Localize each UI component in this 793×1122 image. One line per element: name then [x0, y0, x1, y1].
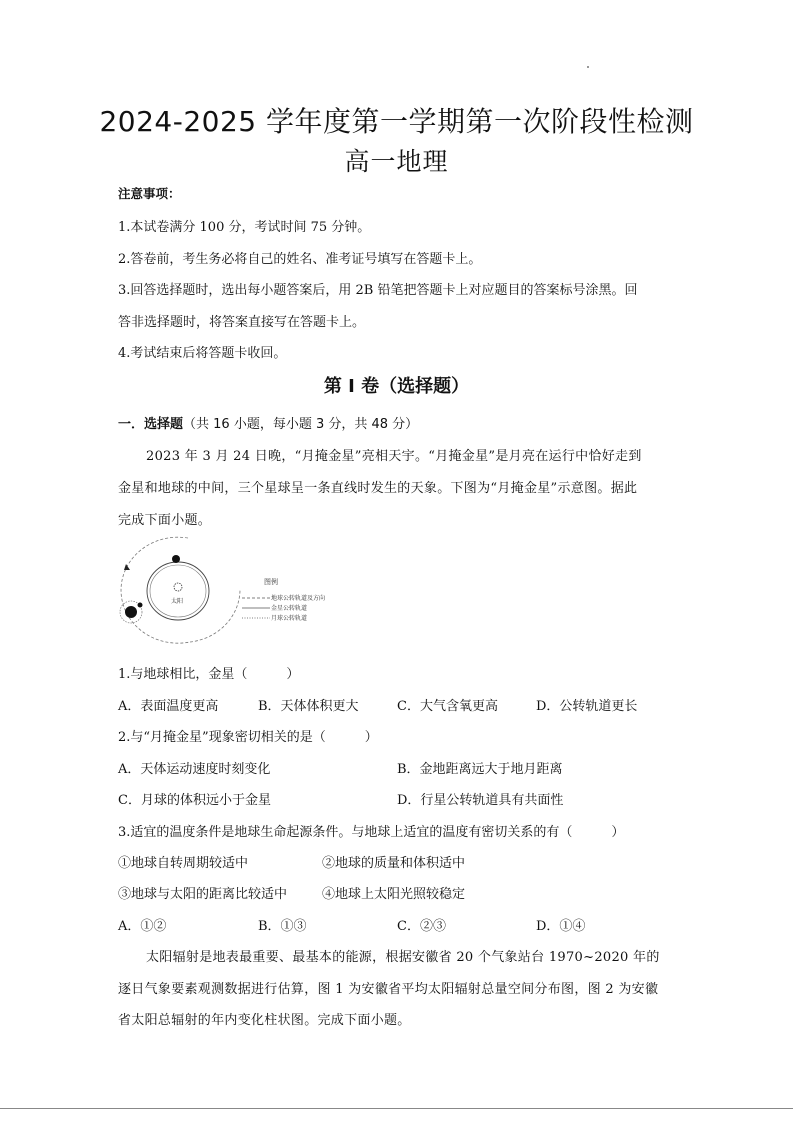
occultation-diagram: [118, 534, 358, 650]
legend-text-moon: 月球公转轨道: [271, 615, 308, 622]
option-b: B．金地距离远大于地月距离: [397, 762, 563, 777]
page-divider: [0, 1108, 793, 1109]
statement: ②地球的质量和体积适中: [322, 856, 466, 871]
option-d: D．①④: [536, 919, 586, 934]
option-c: C．大气含氧更高: [397, 699, 498, 714]
direction-arrow: [124, 564, 130, 570]
option-b: B．天体体积更大: [258, 699, 359, 714]
option-a: A．①②: [118, 919, 167, 934]
exam-title: 2024-2025 学年度第一学期第一次阶段性检测: [99, 105, 694, 138]
note-item: 答非选择题时，将答案直接写在答题卡上。: [118, 315, 366, 330]
option-a: A．表面温度更高: [118, 699, 219, 714]
subject-title: 高一地理: [344, 147, 449, 176]
option-a: A．天体运动速度时刻变化: [118, 762, 271, 777]
note-item: 3.回答选择题时，选出每小题答案后，用 2B 铅笔把答题卡上对应题目的答案标号涂黑。回: [118, 283, 638, 298]
earth-orbit: [121, 537, 190, 643]
statement: ④地球上太阳光照较稳定: [322, 887, 466, 902]
earth-icon: [125, 606, 137, 618]
legend-title: 图例: [264, 578, 278, 586]
statement: ③地球与太阳的距离比较适中: [118, 887, 288, 902]
question-stem: 1.与地球相比，金星（ ）: [118, 667, 300, 682]
part-label: 一．选择题: [118, 417, 184, 432]
statement: ①地球自转周期较适中: [118, 856, 249, 871]
passage-line: 金星和地球的中间，三个星球呈一条直线时发生的天象。下图为“月掩金星”示意图。据此: [118, 481, 638, 496]
option-b: B．①③: [258, 919, 307, 934]
sun-label: 太阳: [171, 598, 184, 605]
option-d: D．行星公转轨道具有共面性: [397, 793, 564, 808]
legend-text-earth: 地球公转轨道及方向: [271, 595, 326, 602]
earth-orbit-arc: [190, 590, 240, 642]
notes-heading: 注意事项：: [118, 186, 181, 201]
legend-text-venus: 金星公转轨道: [271, 605, 308, 612]
question-stem: 2.与“月掩金星”现象密切相关的是（ ）: [118, 730, 378, 745]
question-stem: 3.适宜的温度条件是地球生命起源条件。与地球上适宜的温度有密切关系的有（ ）: [118, 825, 625, 840]
part-note: （共 16 小题，每小题 3 分，共 48 分）: [183, 417, 419, 432]
part-heading: [118, 413, 418, 432]
passage-line: 完成下面小题。: [118, 513, 212, 528]
passage-line: 太阳辐射是地表最重要、最基本的能源，根据安徽省 20 个气象站台 1970~2020 年的: [146, 950, 660, 965]
moon-icon: [138, 603, 143, 608]
option-c: C．②③: [397, 919, 446, 934]
passage-line: 逐日气象要素观测数据进行估算，图 1 为安徽省平均太阳辐射总量空间分布图，图 2 为安徽: [118, 982, 659, 997]
note-item: 4.考试结束后将答题卡收回。: [118, 346, 287, 361]
section-title: 第 I 卷（选择题）: [323, 376, 470, 397]
passage-line: 省太阳总辐射的年内变化柱状图。完成下面小题。: [118, 1013, 411, 1028]
venus-icon: [172, 555, 180, 563]
option-c: C．月球的体积远小于金星: [118, 793, 271, 808]
scan-dot: [587, 66, 589, 68]
note-item: 2.答卷前，考生务必将自己的姓名、准考证号填写在答题卡上。: [118, 252, 482, 267]
passage-line: 2023 年 3 月 24 日晚，“月掩金星”亮相天宇。“月掩金星”是月亮在运行中恰好走到: [146, 449, 642, 464]
option-d: D．公转轨道更长: [536, 699, 638, 714]
note-item: 1.本试卷满分 100 分，考试时间 75 分钟。: [118, 220, 371, 235]
sun-icon: [174, 583, 182, 591]
